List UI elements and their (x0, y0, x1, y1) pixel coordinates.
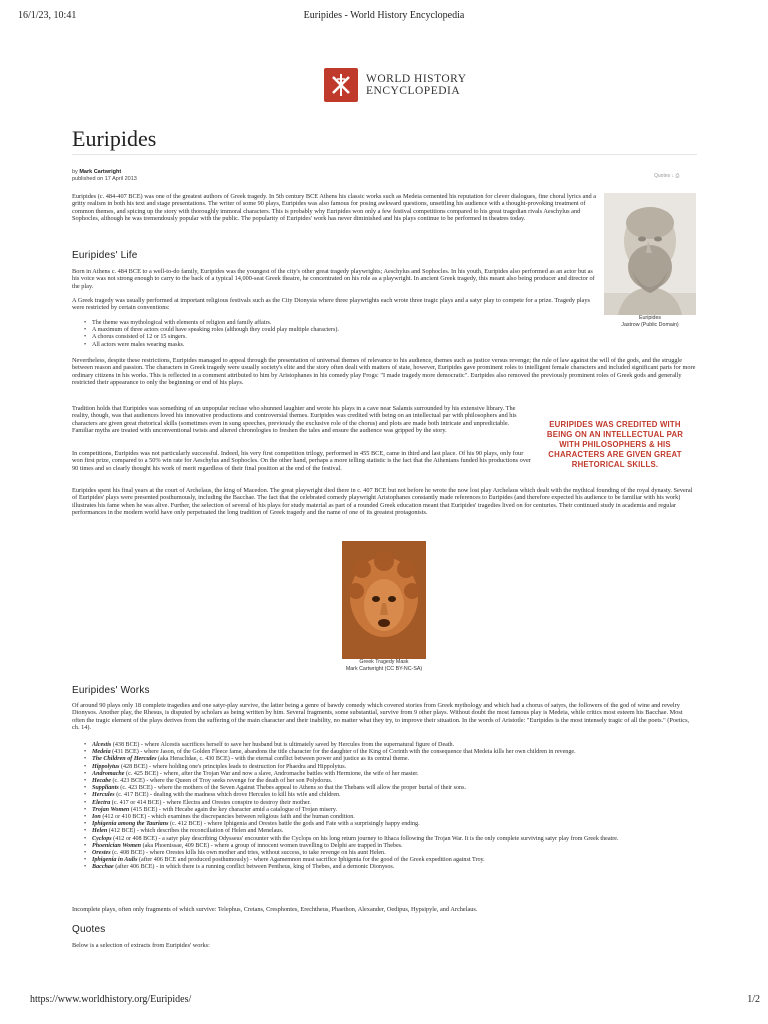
play-description: (415 BCE) - with Hecabe again the key character amid a catalogue of Trojan misery. (129, 806, 338, 813)
logo-text (366, 73, 467, 97)
play-description: (aka Heraclidae, c. 430 BCE) - with the eternal conflict between power and justice as its central theme. (156, 756, 410, 763)
play-title[interactable]: Hippolytus (92, 763, 120, 770)
mask-caption-title: Greek Tragedy Mask (359, 659, 409, 665)
play-description: (c. 425 BCE) - where, after the Trojan War and now a slave, Andromache battles with Hermione, the wife of her master. (124, 770, 419, 777)
play-title[interactable]: Ion (92, 814, 101, 821)
play-description: (412 or 410 BCE) - which examines the discrepancies between religious faith and the human condition. (100, 814, 355, 821)
play-title[interactable]: Cyclops (92, 835, 112, 842)
play-title[interactable]: Iphigenia in Aulis (92, 857, 138, 864)
play-description: (c. 417 BCE) - dealing with the madness which drove Hercules to kill his wife and children. (114, 792, 341, 799)
list-item: • A maximum of three actors could have speaking roles (although they could play multiple characters). (84, 327, 584, 334)
pull-quote: EURIPIDES WAS CREDITED WITH BEING ON AN INTELLECTUAL PAR WITH PHILOSOPHERS & HIS CHARACTERS ARE GIVEN GREAT RHETORICAL SKILLS. (546, 420, 684, 469)
play-title[interactable]: Hercules (92, 792, 115, 799)
play-title[interactable]: Medeia (92, 749, 111, 756)
play-title[interactable]: Orestes (92, 850, 111, 857)
play-description: (438 BCE) - where Alcestis sacrifices herself to save her husband but is ultimately saved by Hercules from the supernatural figure of Death. (111, 742, 455, 748)
incomplete-plays-paragraph: Incomplete plays, often only fragments of which survive: Telephus, Cretans, Cresphontes, Erechtheus, Phaethon, Alexander, Oedipus, Hypsipyle, and Archelaus. (72, 906, 478, 913)
play-title[interactable]: Suppliants (92, 785, 119, 792)
play-description: (412 BCE) - which describes the reconciliation of Helen and Menelaus. (107, 828, 284, 835)
play-title[interactable]: Electra (92, 799, 111, 806)
life-paragraph-4: Tradition holds that Euripides was something of an unpopular recluse who shunned laughter and wrote his plays in a cave near Salamis surrounded by his extensive library. The reality, though, was that audiences loved his innovative productions and controversial themes. Euripides was credited with being on an intellectual par with philosophers and his characters are given great rhetorical skills (sometimes even in sung speeches, previously the exclusive role of the chorus) and plots are made both intricate and unpredictable. Familiar myths are treated with unconventional twists and altered chronologies to freshen the tales and ensure the audience was gripped by the story. (72, 405, 517, 434)
life-paragraph-3: Nevertheless, despite these restrictions, Euripides managed to appeal through the presentation of universal themes of relevance to his audience, themes such as justice versus revenge; the rule of law against the will of the gods, and the struggle between reason and passion. The characters in Greek tragedy were usually society's elite and the story often dealt with matters of state, however, Euripides gave prominent roles to intelligent female characters and included significant parts for more ordinary citizens in his works. This is reflected in a comment attributed to him by Aristophanes in his comedy play Frogs: "I made tragedy more democratic". Euripides also removed the previously prominent roles of Greek gods and generally restricted their appearance to only the beginning or end of his plays. (72, 357, 696, 386)
list-item (84, 771, 696, 778)
quotes-intro: Below is a selection of extracts from Euripides' works: (72, 942, 210, 949)
mask-caption-credit: Mark Cartwright (CC BY-NC-SA) (345, 665, 423, 672)
list-item (84, 792, 696, 799)
list-item (84, 807, 696, 814)
section-heading-life: Euripides' Life (72, 250, 138, 261)
play-title[interactable]: Helen (92, 828, 108, 835)
byline-by: by (72, 169, 78, 175)
play-title[interactable]: Hecabe (92, 778, 111, 785)
site-logo[interactable] (324, 68, 467, 102)
play-title[interactable]: Alcestis (92, 742, 112, 748)
section-heading-works: Euripides' Works (72, 685, 150, 696)
list-item: • All actors were males wearing masks. (84, 342, 584, 349)
footer-url[interactable]: https://www.worldhistory.org/Euripides/ (30, 994, 192, 1005)
play-title[interactable]: Andromache (92, 770, 125, 777)
title-divider (72, 154, 697, 155)
article-tools[interactable]: Quotes ↓ ⎙ (654, 173, 680, 179)
list-item (84, 843, 696, 850)
publish-date: published on 17 April 2013 (72, 176, 137, 182)
conventions-list (84, 320, 584, 349)
logo-mark-icon (324, 68, 358, 102)
life-paragraph-5: In competitions, Euripides was not particularly successful. Indeed, his very first competition trilogy, performed in 455 BCE, came in third and last place. Of his 90 plays, only four won first prize, compared to a 50% win rate for Aeschylus and Sophocles. On the other hand, perhaps a more telling statistic is the fact that the Athenians funded his productions over 90 times and so clearly thought his work of merit regardless of their final position at the end of the festival. (72, 450, 531, 472)
play-description: (after 406 BCE and produced posthumously) - where Agamemnon must sacrifice Iphigenia for the good of the Greek expedition against Troy. (137, 857, 485, 864)
print-title: Euripides - World History Encyclopedia (303, 10, 465, 21)
logo-line-2: ENCYCLOPEDIA (366, 85, 461, 97)
section-heading-quotes: Quotes (72, 924, 106, 935)
play-description: (c. 423 BCE) - where the Queen of Troy seeks revenge for the death of her son Polydorus. (110, 778, 333, 785)
play-description: (c. 417 or 414 BCE) - where Electra and Orestes conspire to destroy their mother. (110, 799, 311, 806)
play-title[interactable]: Iphigenia among the Taurians (92, 821, 169, 828)
logo-line-1: WORLD HISTORY (366, 73, 467, 85)
intro-paragraph: Euripides (c. 484-407 BCE) was one of the greatest authors of Greek tragedy. In 5th century BCE Athens his classic works such as Medeia cemented his reputation for clever dialogues, fine choral lyrics and a gritty realism in both his text and stage presentations. The writer of some 90 plays, Euripides was also famous for posing awkward questions, unsettling his audience with a thought-provoking treatment of common themes, and spicing up the story with thoroughly immoral characters. This is probably why Euripides won only a few festival competitions compared to his great tragedian rivals Aeschylus and Sophocles, although he was tremendously popular with the public. The popularity of Euripides' work has never diminished and his plays continue to be performed in theatres today. (72, 193, 596, 222)
list-item: • A chorus consisted of 12 or 15 singers. (84, 334, 584, 341)
author-link[interactable]: Mark Cartwright (79, 169, 122, 175)
list-item (84, 836, 696, 843)
list-item (84, 828, 696, 835)
byline (72, 169, 137, 183)
play-description: (c. 408 BCE) - where Orestes kills his own mother and tries, without success, to take revenge on his aunt Helen. (110, 850, 386, 857)
play-title[interactable]: Trojan Women (92, 806, 130, 813)
play-title[interactable]: Phoenician Women (92, 842, 142, 849)
play-description: (431 BCE) - where Jason, of the Golden Fleece fame, abandons the title character for the daughter of the King of Corinth with the consequence that Medeia kills her own children in revenge. (110, 749, 576, 756)
play-description: (aka Phoenissae, 409 BCE) - where a group of innocent women travelling to Delphi are trapped in Thebes. (141, 842, 403, 849)
bust-caption-credit: Jastrow (Public Domain) (621, 321, 679, 328)
play-description: (after 406 BCE) - in which there is a running conflict between Pentheus, king of Thebes, and a demonic Dionysos. (113, 864, 395, 871)
life-paragraph-1: Born in Athens c. 484 BCE to a well-to-do family, Euripides was the youngest of the city's other great tragedy playwrights; Aeschylus and Sophocles. In his youth, Euripides also performed as an actor but as his voice was not strong enough to carry to the back of a typical 14,000-seat Greek theatre, he concentrated on his role as a playwright. In ancient Greek tragedy, this meant also being producer and director of the play. (72, 268, 595, 290)
life-paragraph-2: A Greek tragedy was usually performed at important religious festivals such as the City Dionysia where three playwrights each wrote three tragic plays and a satyr play to compete for a prize. Tragedy plays were restricted by certain conventions: (72, 297, 590, 312)
footer-page-number: 1/2 (747, 994, 760, 1005)
tragedy-mask-image[interactable] (342, 541, 426, 659)
list-item (84, 800, 696, 807)
page-title: Euripides (72, 126, 157, 151)
plays-list (84, 742, 696, 872)
life-paragraph-6: Euripides spent his final years at the court of Archelaus, the king of Macedon. The great playwright died there in c. 407 BCE but not before he wrote the now lost play Archelaus which dealt with the mythical founding of the royal dynasty. Several of Euripides' plays were presented posthumously, including the Bacchae. The fact that the celebrated comedy playwright Aristophanes constantly made references to Euripides (and therefore expected his audience to be familiar with his work) illustrates his fame when he was alive. Further, the selection of several of his plays for study material as part of a rounded Greek education meant that Euripides' tragedies lived on for centuries. Their continued study in academia and regular performances in the modern world have only perpetuated the long tradition of Greek tragedy and the name of one of its greatest protagonists. (72, 487, 693, 516)
play-description: (412 or 408 BCE) - a satyr play describing Odysseus' encounter with the Cyclops on his long return journey to Ithaca following the Trojan War. It is the only complete surviving satyr play from Greek theatre. (111, 835, 619, 842)
list-item (84, 756, 696, 763)
list-item (84, 764, 696, 771)
mask-caption (300, 659, 468, 672)
euripides-bust-image[interactable] (604, 193, 696, 315)
works-paragraph-1: Of around 90 plays only 18 complete tragedies and one satyr-play survive, the latter being a genre of bawdy comedy which covered stories from Greek mythology and which had a chorus of satyrs, the followers of the god of wine and revelry Dionysos. Another play, the Rhesus, is disputed by scholars as being written by him. Several fragments, some substantial, survive from 9 other plays. Without doubt the most famous play is Medeia, while critics most esteem his Bacchae. Most often the tragic element of the plays derives from the suffering of the main character and their inability, no matter what they try, to improve their situation. In the words of Aristotle: "Euripides is the most intensely tragic of all the poets." (Poetics, ch. 14). (72, 702, 690, 731)
print-date: 16/1/23, 10:41 (18, 10, 77, 21)
list-item (84, 864, 696, 871)
bust-caption-title: Euripides (638, 315, 662, 321)
play-description: (428 BCE) - where holding one's principles leads to destruction for Phaedra and Hippolytus. (119, 763, 347, 770)
play-description: (c. 423 BCE) - where the mothers of the Seven Against Thebes appeal to Athens so that the Thebans will allow the proper burial of their sons. (118, 785, 466, 792)
bust-caption (604, 315, 696, 328)
play-title[interactable]: The Children of Hercules (92, 756, 157, 763)
list-item: • The theme was mythological with elements of religion and family affairs. (84, 320, 584, 327)
play-title[interactable]: Bacchae (92, 864, 114, 871)
play-description: (c. 412 BCE) - where Iphigenia and Orestes battle the gods and Fate with a surprisingly happy ending. (168, 821, 420, 828)
